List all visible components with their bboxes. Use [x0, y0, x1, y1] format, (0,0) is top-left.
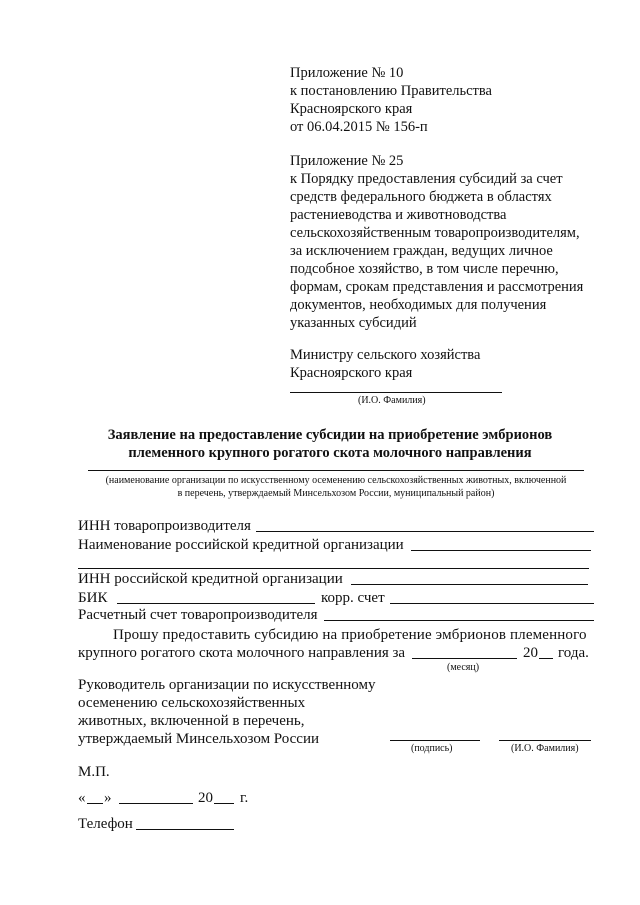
phone-field[interactable]: [136, 829, 234, 830]
date-open-quote: «: [78, 790, 86, 806]
date-suffix: г.: [240, 790, 249, 806]
account-label: Расчетный счет товаропроизводителя: [78, 607, 318, 623]
signatory-line: утверждаемый Минсельхозом России: [78, 731, 320, 747]
month-field[interactable]: [412, 658, 517, 659]
signatory-line: Руководитель организации по искусственному: [78, 677, 376, 693]
bank-name-label: Наименование российской кредитной организации: [78, 537, 404, 553]
phone-label: Телефон: [78, 816, 133, 832]
inn-bank-label: ИНН российской кредитной организации: [78, 571, 343, 587]
year-prefix: 20: [523, 645, 538, 661]
document-title-line2: племенного крупного рогатого скота молочного направления: [128, 445, 532, 461]
request-line2: крупного рогатого скота молочного направления за: [78, 645, 406, 661]
date-year-prefix: 20: [198, 790, 213, 806]
appendix25-line: сельскохозяйственным товаропроизводителям,: [290, 225, 580, 241]
year-suffix: года.: [558, 645, 589, 661]
appendix25-line: растениеводства и животноводства: [290, 207, 507, 223]
signature-caption: (подпись): [411, 743, 453, 754]
account-field[interactable]: [324, 620, 594, 621]
appendix25-line: средств федерального бюджета в областях: [290, 189, 552, 205]
appendix10-line4: от 06.04.2015 № 156-п: [290, 119, 428, 135]
addressee-line2: Красноярского края: [290, 365, 413, 381]
inn-bank-field[interactable]: [351, 584, 588, 585]
corr-account-label: корр. счет: [321, 590, 385, 606]
appendix25-line: документов, необходимых для получения: [290, 297, 547, 313]
appendix25-line: Приложение № 25: [290, 153, 404, 169]
stamp-label: М.П.: [78, 764, 110, 780]
corr-account-field[interactable]: [390, 603, 594, 604]
appendix25-line: формам, срокам представления и рассмотрения: [290, 279, 584, 295]
addressee-name-caption: (И.О. Фамилия): [358, 395, 426, 406]
inn-producer-field[interactable]: [256, 531, 594, 532]
organization-caption-line1: (наименование организации по искусственному осеменению сельскохозяйственных животных, включенной: [105, 475, 567, 486]
date-close-quote: »: [104, 790, 112, 806]
organization-name-line[interactable]: [88, 470, 584, 471]
inn-producer-label: ИНН товаропроизводителя: [78, 518, 251, 534]
bik-label: БИК: [78, 590, 108, 606]
appendix25-line: указанных субсидий: [290, 315, 417, 331]
signatory-line: осеменению сельскохозяйственных: [78, 695, 306, 711]
date-year-field[interactable]: [214, 803, 234, 804]
bank-name-field[interactable]: [411, 550, 591, 551]
signatory-line: животных, включенной в перечень,: [78, 713, 305, 729]
appendix25-line: за исключением граждан, ведущих личное: [290, 243, 553, 259]
request-line1: Прошу предоставить субсидию на приобретение эмбрионов племенного: [113, 627, 587, 643]
date-month-field[interactable]: [119, 803, 193, 804]
appendix10-line1: Приложение № 10: [290, 65, 404, 81]
date-day-field[interactable]: [87, 803, 103, 804]
appendix25-line: к Порядку предоставления субсидий за счет: [290, 171, 563, 187]
organization-caption-line2: в перечень, утверждаемый Минсельхозом России, муниципальный район): [177, 488, 495, 499]
signatory-name-field[interactable]: [499, 740, 591, 741]
appendix10-line2: к постановлению Правительства: [290, 83, 492, 99]
appendix25-line: подсобное хозяйство, в том числе перечню,: [290, 261, 559, 277]
document-title-line1: Заявление на предоставление субсидии на приобретение эмбрионов: [107, 427, 553, 443]
addressee-name-line[interactable]: [290, 392, 502, 393]
year-field[interactable]: [539, 658, 553, 659]
bik-field[interactable]: [117, 603, 315, 604]
appendix10-line3: Красноярского края: [290, 101, 413, 117]
signatory-name-caption: (И.О. Фамилия): [511, 743, 579, 754]
signature-field[interactable]: [390, 740, 480, 741]
addressee-line1: Министру сельского хозяйства: [290, 347, 481, 363]
month-caption: (месяц): [447, 662, 480, 673]
bank-name-field-continued[interactable]: [78, 568, 589, 569]
